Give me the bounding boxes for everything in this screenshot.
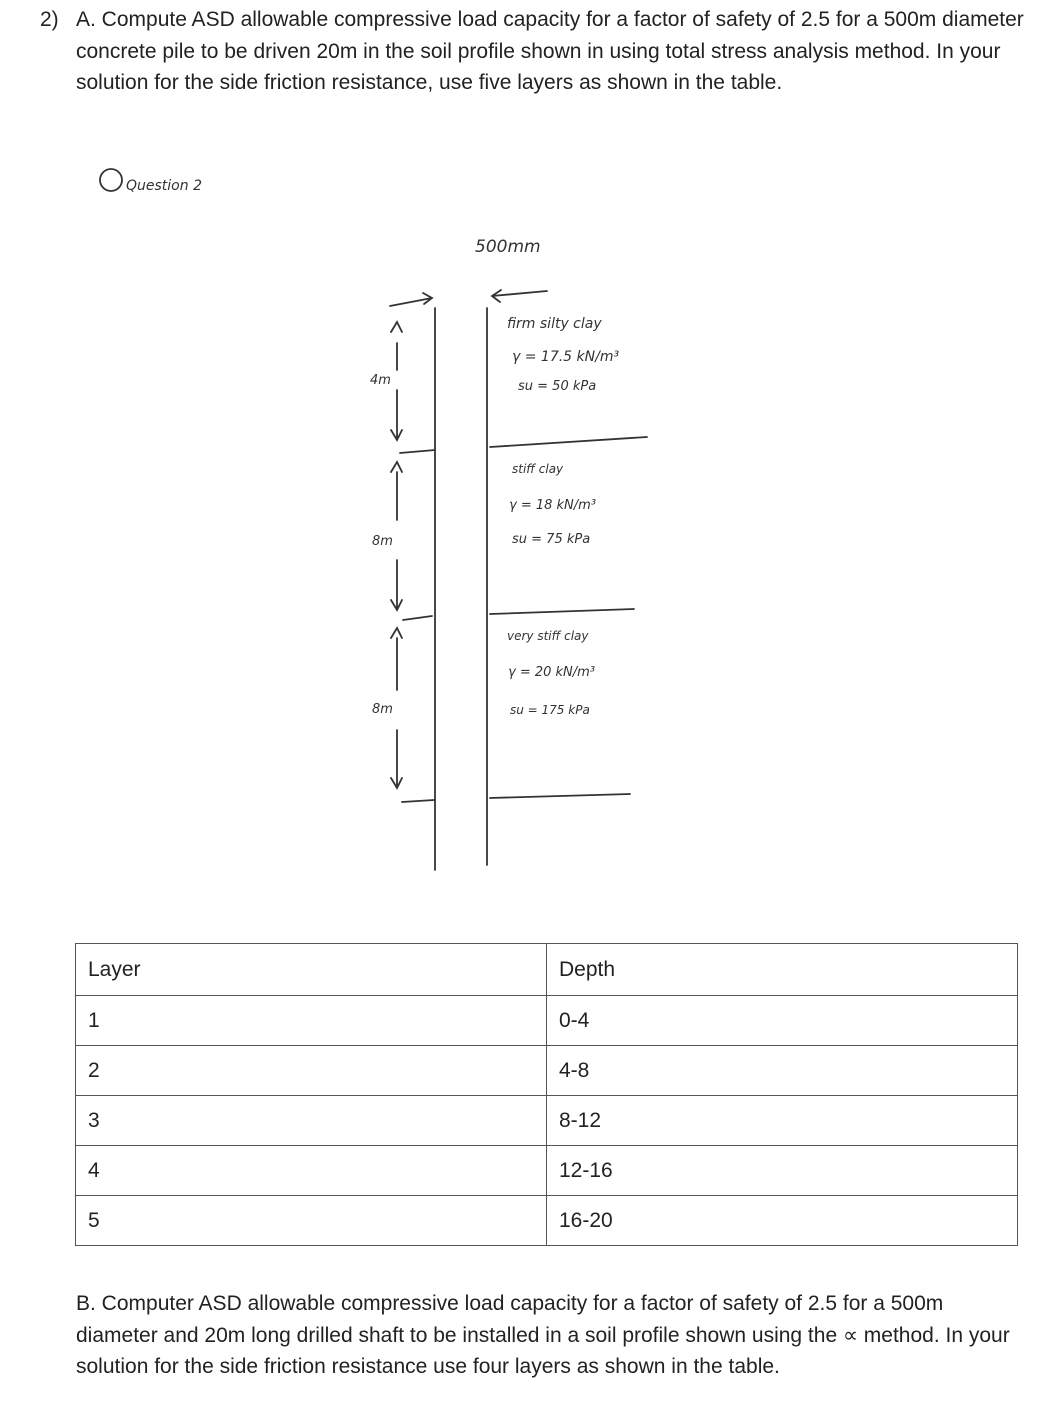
table-row: [76, 1196, 1018, 1246]
layer-1-name: firm silty clay: [507, 316, 602, 332]
depth-label-1: 4m: [370, 373, 391, 388]
cell-depth: 8-12: [547, 1096, 1018, 1146]
question-title-q-icon: [100, 169, 122, 191]
dim-arrow-4m: [391, 322, 402, 440]
boundary-2: [403, 616, 432, 620]
cell-layer: 1: [76, 996, 547, 1046]
table-row: [76, 1096, 1018, 1146]
question-a-text: A. Compute ASD allowable compressive load capacity for a factor of safety of 2.5 for a 500m diameter concrete pile to be driven 20m in the soil profile shown in using total stress analysis method. In your solution for the side friction resistance, use five layers as shown in the table.: [76, 8, 1024, 94]
diameter-arrow-right: [492, 290, 547, 302]
sketch-title: Question 2: [126, 178, 202, 194]
layer-2-name: stiff clay: [512, 462, 564, 476]
boundary-2-right: [490, 609, 634, 614]
cell-layer: 5: [76, 1196, 547, 1246]
diameter-arrow-left: [390, 293, 432, 306]
boundary-1: [400, 450, 435, 453]
cell-layer: 3: [76, 1096, 547, 1146]
table-row: [76, 996, 1018, 1046]
header-depth: Depth: [547, 944, 1018, 996]
layer-1-su: su = 50 kPa: [518, 379, 597, 394]
layer-depth-table: [75, 943, 1018, 1246]
layer-3-su: su = 175 kPa: [510, 703, 590, 717]
cell-depth: 16-20: [547, 1196, 1018, 1246]
cell-depth: 4-8: [547, 1046, 1018, 1096]
layer-3-gamma: γ = 20 kN/m³: [508, 665, 596, 680]
table-row: [76, 1046, 1018, 1096]
layer-2-su: su = 75 kPa: [512, 532, 591, 547]
depth-label-2: 8m: [372, 534, 393, 549]
cell-depth: 12-16: [547, 1146, 1018, 1196]
boundary-1-right: [490, 437, 647, 447]
table-row: [76, 1146, 1018, 1196]
diameter-label: 500mm: [475, 237, 541, 257]
layer-1-gamma: γ = 17.5 kN/m³: [512, 349, 620, 365]
cell-layer: 4: [76, 1146, 547, 1196]
boundary-3: [402, 800, 434, 802]
depth-label-3: 8m: [372, 702, 393, 717]
boundary-3-right: [490, 794, 630, 798]
question-b-text: B. Computer ASD allowable compressive load capacity for a factor of safety of 2.5 for a 500m diameter and 20m long drilled shaft to be installed in a soil profile shown using the ∝ method. In your solution for the side friction resistance use four layers as shown in the table.: [76, 1292, 1010, 1378]
layer-2-gamma: γ = 18 kN/m³: [509, 498, 597, 513]
layer-3-name: very stiff clay: [507, 629, 589, 643]
question-number: 2): [40, 8, 59, 31]
soil-profile-sketch: [0, 140, 1058, 930]
cell-layer: 2: [76, 1046, 547, 1096]
table-header-row: [76, 944, 1018, 996]
header-layer: Layer: [76, 944, 547, 996]
cell-depth: 0-4: [547, 996, 1018, 1046]
